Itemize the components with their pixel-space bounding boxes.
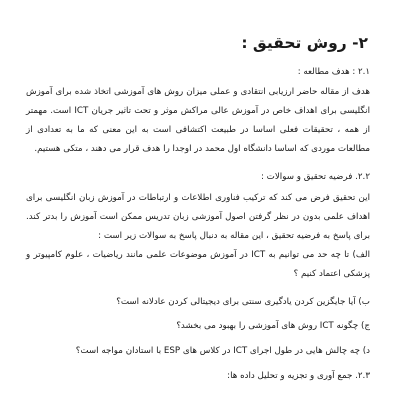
subsection-2-3-title: ۲.۳. جمع آوری و تجزیه و تحلیل داده ها:: [227, 371, 370, 381]
question-d: د) چه چالش هایی در طول اجرای ICT در کلاس های ESP با استادان مواجه است؟: [75, 346, 370, 356]
question-a: الف) تا چه حد می توانیم به ICT در آموزش موضوعات علمی مانند ریاضیات ، علوم کامپیوتر و پزشکی اعتماد کنیم ؟: [26, 250, 370, 279]
question-b: ب) آیا جایگزین کردن یادگیری سنتی برای دیجیتالی کردن عادلانه است؟: [116, 297, 370, 307]
question-c: ج) چگونه ICT روش های آموزشی را بهبود می بخشد؟: [176, 321, 370, 331]
subsection-2-1-title: ۲.۱ : هدف مطالعه :: [297, 67, 370, 77]
paragraph-hypothesis: این تحقیق فرض می کند که ترکیب فناوری اطلاعات و ارتباطات در آموزش زبان انگلیسی برای اهداف علمی بدون در نظر گرفتن اصول آموزشی زبان تدریس ممکن است آموزش را بدتر کند. برای پاسخ به فرضیه تحقیق ، این مقاله به دنبال پاسخ به سوالات زیر است :: [26, 193, 370, 241]
section-heading: ۲- روش تحقیق :: [241, 34, 368, 52]
subsection-2-2-title: ۲.۲. فرضیه تحقیق و سوالات :: [260, 172, 370, 182]
paragraph-study-goal: هدف از مقاله حاضر ارزیابی انتقادی و عملی میزان روش های آموزشی اتخاذ شده برای آموزش انگلیسی برای اهداف خاص در آموزش عالی مراکش موثر و تحت تاثیر جریان ICT است. مهمتر از همه ، تحقیقات فعلی اساسا در طبیعت اکتشافی است به این معنی که ما به تعدادی از مطالعات موردی که اساسا دانشگاه اول محمد در اوجدا را هدف قرار می دهند ، متکی هستیم.: [26, 87, 370, 154]
